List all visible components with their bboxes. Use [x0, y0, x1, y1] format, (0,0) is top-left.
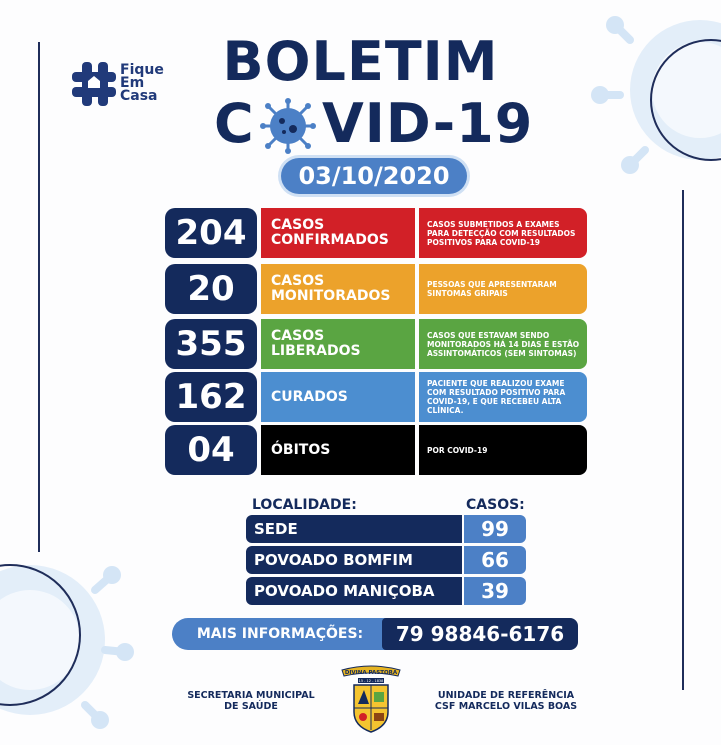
- seal-date: 15 - 12 - 1838: [358, 679, 384, 683]
- stat-row-monitored: [165, 264, 587, 314]
- stat-row-confirmed: [165, 208, 587, 258]
- stat-number: 162: [165, 372, 257, 422]
- stat-description: PACIENTE QUE REALIZOU EXAME COM RESULTADO POSITIVO PARA COVID-19, E QUE RECEBEU ALTA CLÍNICA.: [419, 372, 587, 422]
- stat-row-deaths: [165, 425, 587, 475]
- stat-description: PESSOAS QUE APRESENTARAM SINTOMAS GRIPAIS: [419, 264, 587, 314]
- stat-label: [261, 208, 415, 258]
- footer-left-line2: DE SAÚDE: [224, 701, 278, 712]
- stat-number: 20: [165, 264, 257, 314]
- locality-cases: 39: [464, 577, 526, 605]
- locality-header: LOCALIDADE:: [252, 497, 357, 513]
- coronavirus-icon: [260, 98, 316, 154]
- stat-label-line1: ÓBITOS: [271, 441, 331, 458]
- stat-number: 04: [165, 425, 257, 475]
- stat-description: CASOS QUE ESTAVAM SENDO MONITORADOS HÁ 14 DIAS E ESTÃO ASSINTOMÁTICOS (SEM SINTOMAS): [419, 319, 587, 369]
- stat-number: 355: [165, 319, 257, 369]
- stat-row-cured: [165, 372, 587, 422]
- locality-row: [246, 515, 526, 543]
- stat-label-line1: CURADOS: [271, 388, 348, 405]
- locality-cases: 66: [464, 546, 526, 574]
- locality-name: POVOADO BOMFIM: [246, 546, 462, 574]
- seal-text: DIVINA PASTORA: [344, 670, 398, 676]
- locality-cases: 99: [464, 515, 526, 543]
- stat-label: [261, 264, 415, 314]
- stat-number: 204: [165, 208, 257, 258]
- footer-left-line1: SECRETARIA MUNICIPAL: [187, 690, 315, 701]
- stat-label-line2: CONFIRMADOS: [271, 232, 389, 248]
- badge-line2: Em: [120, 75, 145, 91]
- right-border-line: [682, 190, 684, 690]
- footer-right-line2: CSF MARCELO VILAS BOAS: [434, 701, 578, 712]
- title-line1: BOLETIM: [222, 30, 499, 93]
- locality-row: [246, 546, 526, 574]
- stat-label: [261, 372, 415, 422]
- stat-label-line1: CASOS: [271, 273, 325, 289]
- locality-name: SEDE: [246, 515, 462, 543]
- stat-description: CASOS SUBMETIDOS A EXAMES PARA DETECÇÃO COM RESULTADOS POSITIVOS PARA COVID-19: [419, 208, 587, 258]
- phone-number: 79 98846-6176: [382, 618, 578, 650]
- stat-label-line1: CASOS: [271, 328, 325, 344]
- locality-row: [246, 577, 526, 605]
- badge-line1: Fique: [120, 62, 164, 78]
- badge-line3: Casa: [120, 88, 158, 104]
- bulletin-date: 03/10/2020: [281, 158, 467, 194]
- municipal-coat-of-arms-icon: [336, 664, 406, 734]
- stat-label-line2: MONITORADOS: [271, 288, 391, 304]
- title-line2-rest: VID-19: [322, 92, 534, 155]
- stat-label: [261, 319, 415, 369]
- stat-label: [261, 425, 415, 475]
- stat-row-released: [165, 319, 587, 369]
- virus-decoration-bottom-left-icon: [0, 520, 140, 745]
- stat-description: POR COVID-19: [419, 425, 587, 475]
- footer-reference-unit: [428, 690, 584, 712]
- cases-header: CASOS:: [466, 497, 525, 513]
- footer-health-secretariat: [180, 690, 322, 712]
- more-info-label: MAIS INFORMAÇÕES:: [172, 618, 388, 650]
- stat-label-line1: CASOS: [271, 217, 325, 233]
- footer-right-line1: UNIDADE DE REFERÊNCIA: [437, 690, 575, 701]
- locality-name: POVOADO MANIÇOBA: [246, 577, 462, 605]
- title-line2-c: C: [214, 92, 255, 155]
- stat-label-line2: LIBERADOS: [271, 343, 361, 359]
- left-border-line: [38, 42, 40, 552]
- more-info-bar: [172, 618, 578, 650]
